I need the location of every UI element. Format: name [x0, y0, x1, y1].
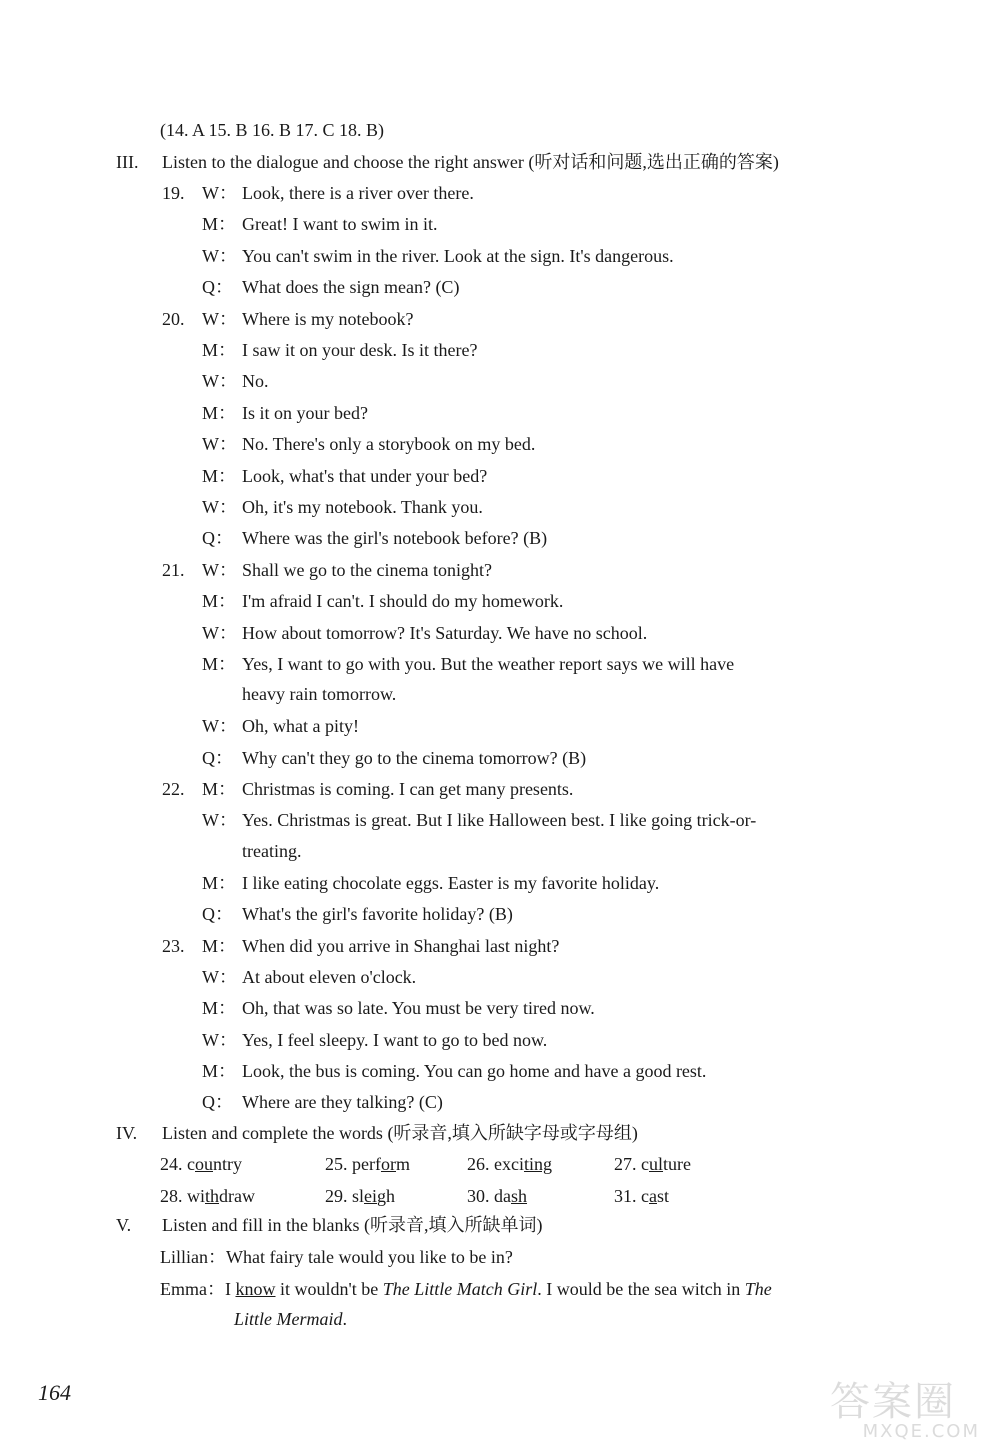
filled-letters: sh	[511, 1186, 528, 1206]
watermark-url: MXQE.COM	[862, 1421, 980, 1442]
speaker: Q：	[202, 277, 233, 297]
dialogue-21-line	[202, 714, 359, 738]
answers-14-18: (14. A 15. B 16. B 17. C 18. B)	[160, 120, 385, 140]
filled-letters: ei	[364, 1186, 378, 1206]
speaker: Q：	[202, 1092, 233, 1112]
word-part: c	[187, 1154, 195, 1174]
book-title: Little Mermaid	[234, 1309, 343, 1329]
utterance: At about eleven o'clock.	[242, 967, 417, 987]
utterance: I'm afraid I can't. I should do my homework.	[242, 591, 564, 611]
question-number: 23.	[162, 936, 185, 956]
speaker: M：	[202, 873, 237, 893]
dialogue-21-continuation: heavy rain tomorrow.	[242, 684, 397, 704]
speaker: M：	[202, 403, 237, 423]
utterance: Yes, I want to go with you. But the weather report says we will have	[242, 654, 735, 674]
dialogue-19-line	[162, 181, 474, 205]
word-part: m	[395, 1154, 410, 1174]
utterance: Is it on your bed?	[242, 403, 368, 423]
speaker: W：	[202, 623, 237, 643]
utterance: Why can't they go to the cinema tomorrow? (B)	[242, 748, 587, 768]
speaker: Lillian：	[160, 1247, 226, 1267]
question-number: 21.	[162, 560, 185, 580]
speaker: M：	[202, 654, 237, 674]
dialogue-22-line	[202, 871, 659, 895]
watermark-text: 答案圈	[830, 1379, 956, 1425]
speaker: M：	[202, 998, 237, 1018]
word-item	[160, 1152, 242, 1176]
dialogue-19-line	[202, 212, 437, 236]
speaker: W：	[202, 371, 237, 391]
utterance: No.	[242, 371, 269, 391]
dialogue-21-line	[202, 621, 647, 645]
lillian-line	[160, 1245, 513, 1269]
item-number: 28.	[160, 1186, 183, 1206]
section-iv-heading	[116, 1121, 638, 1145]
utterance: How about tomorrow? It's Saturday. We have no school.	[242, 623, 648, 643]
word-part: c	[641, 1186, 649, 1206]
item-number: 24.	[160, 1154, 183, 1174]
book-title: The	[744, 1279, 772, 1299]
question-number: 22.	[162, 779, 185, 799]
section-title: Listen and fill in the blanks (听录音,填入所缺单词)	[162, 1215, 543, 1235]
dialogue-20-line	[202, 338, 477, 362]
speaker: W：	[202, 560, 237, 580]
speaker: W：	[202, 434, 237, 454]
utterance: Look, the bus is coming. You can go home and have a good rest.	[242, 1061, 707, 1081]
dialogue-22-continuation: treating.	[242, 841, 302, 861]
utterance-part: .	[342, 1309, 347, 1329]
dialogue-23-line	[202, 996, 595, 1020]
word-part: gh	[377, 1186, 396, 1206]
dialogue-21-line	[202, 589, 563, 613]
word-part: sl	[352, 1186, 365, 1206]
word-item	[160, 1184, 255, 1208]
section-iii-heading	[116, 150, 779, 174]
emma-line	[160, 1277, 772, 1301]
speaker: M：	[202, 466, 237, 486]
emma-continuation	[234, 1307, 347, 1331]
word-part: c	[641, 1154, 649, 1174]
section-v-heading	[116, 1213, 542, 1237]
word-item	[325, 1184, 395, 1208]
question-number: 20.	[162, 309, 185, 329]
item-number: 26.	[467, 1154, 490, 1174]
book-title: The Little Match Girl	[382, 1279, 538, 1299]
word-item	[614, 1152, 691, 1176]
word-item	[614, 1184, 669, 1208]
utterance: Yes, I feel sleepy. I want to go to bed now.	[242, 1030, 548, 1050]
utterance-part: . I would be the sea witch in	[537, 1279, 745, 1299]
speaker: Q：	[202, 528, 233, 548]
section-number: V.	[116, 1215, 132, 1235]
filled-letters: ou	[195, 1154, 213, 1174]
dialogue-20-question	[202, 526, 547, 550]
dialogue-20-line	[162, 307, 413, 331]
utterance: Oh, it's my notebook. Thank you.	[242, 497, 483, 517]
dialogue-20-line	[202, 464, 487, 488]
dialogue-20-line	[202, 401, 368, 425]
filled-letters: ul	[649, 1154, 664, 1174]
word-part: draw	[219, 1186, 255, 1206]
page-number: 164	[38, 1380, 71, 1405]
filled-letters: ting	[523, 1154, 552, 1174]
utterance: Yes. Christmas is great. But I like Halloween best. I like going trick-or-	[242, 810, 757, 830]
word-part: da	[494, 1186, 511, 1206]
dialogue-20-line	[202, 369, 269, 393]
item-number: 31.	[614, 1186, 637, 1206]
utterance: Oh, what a pity!	[242, 716, 359, 736]
item-number: 30.	[467, 1186, 490, 1206]
speaker: M：	[202, 214, 237, 234]
speaker: W：	[202, 246, 237, 266]
utterance-part: it wouldn't be	[275, 1279, 383, 1299]
word-item	[467, 1152, 552, 1176]
utterance: When did you arrive in Shanghai last night?	[242, 936, 560, 956]
speaker: Emma：	[160, 1279, 225, 1299]
speaker: W：	[202, 810, 237, 830]
word-part: ntry	[213, 1154, 242, 1174]
word-part: st	[657, 1186, 670, 1206]
speaker: W：	[202, 497, 237, 517]
section-number: IV.	[116, 1123, 138, 1143]
utterance-part: I	[225, 1279, 236, 1299]
dialogue-22-line	[202, 808, 756, 832]
speaker: M：	[202, 779, 237, 799]
utterance: Great! I want to swim in it.	[242, 214, 438, 234]
dialogue-21-question	[202, 746, 586, 770]
speaker: M：	[202, 591, 237, 611]
dialogue-21-line	[202, 652, 734, 676]
dialogue-23-line	[202, 1028, 547, 1052]
word-part: ture	[663, 1154, 691, 1174]
speaker: W：	[202, 309, 237, 329]
section-number: III.	[116, 152, 139, 172]
speaker: M：	[202, 1061, 237, 1081]
dialogue-19-question	[202, 275, 459, 299]
dialogue-23-question	[202, 1090, 443, 1114]
utterance: Shall we go to the cinema tonight?	[242, 560, 492, 580]
utterance: What does the sign mean? (C)	[242, 277, 460, 297]
section-title: Listen and complete the words (听录音,填入所缺字母或字母组)	[162, 1123, 638, 1143]
dialogue-20-line	[202, 495, 483, 519]
dialogue-23-line	[202, 965, 416, 989]
dialogue-22-question	[202, 902, 513, 926]
dialogue-23-line	[162, 934, 559, 958]
word-item	[325, 1152, 410, 1176]
dialogue-23-line	[202, 1059, 706, 1083]
filled-letters: th	[205, 1186, 220, 1206]
item-number: 27.	[614, 1154, 637, 1174]
dialogue-22-line	[162, 777, 573, 801]
utterance: Where was the girl's notebook before? (B)	[242, 528, 548, 548]
speaker: M：	[202, 340, 237, 360]
filled-word: know	[235, 1279, 276, 1299]
speaker: Q：	[202, 748, 233, 768]
utterance: Where is my notebook?	[242, 309, 414, 329]
utterance: What's the girl's favorite holiday? (B)	[242, 904, 513, 924]
item-number: 25.	[325, 1154, 348, 1174]
word-part: exci	[494, 1154, 524, 1174]
speaker: M：	[202, 936, 237, 956]
word-part: perf	[352, 1154, 381, 1174]
item-number: 29.	[325, 1186, 348, 1206]
word-item	[467, 1184, 527, 1208]
filled-letters: a	[649, 1186, 657, 1206]
utterance: Look, there is a river over there.	[242, 183, 474, 203]
utterance: I like eating chocolate eggs. Easter is my favorite holiday.	[242, 873, 660, 893]
speaker: W：	[202, 183, 237, 203]
utterance: I saw it on your desk. Is it there?	[242, 340, 478, 360]
utterance: Christmas is coming. I can get many presents.	[242, 779, 574, 799]
utterance: What fairy tale would you like to be in?	[226, 1247, 513, 1267]
utterance: Oh, that was so late. You must be very tired now.	[242, 998, 595, 1018]
speaker: W：	[202, 967, 237, 987]
dialogue-20-line	[202, 432, 535, 456]
utterance: No. There's only a storybook on my bed.	[242, 434, 536, 454]
speaker: W：	[202, 716, 237, 736]
watermark-logo	[830, 1379, 980, 1442]
utterance: Where are they talking? (C)	[242, 1092, 443, 1112]
dialogue-19-line	[202, 244, 674, 268]
utterance: You can't swim in the river. Look at the sign. It's dangerous.	[242, 246, 674, 266]
utterance: Look, what's that under your bed?	[242, 466, 488, 486]
word-part: wi	[187, 1186, 205, 1206]
question-number: 19.	[162, 183, 185, 203]
speaker: W：	[202, 1030, 237, 1050]
section-title: Listen to the dialogue and choose the right answer (听对话和问题,选出正确的答案)	[162, 152, 779, 172]
dialogue-21-line	[162, 558, 492, 582]
filled-letters: or	[380, 1154, 396, 1174]
speaker: Q：	[202, 904, 233, 924]
